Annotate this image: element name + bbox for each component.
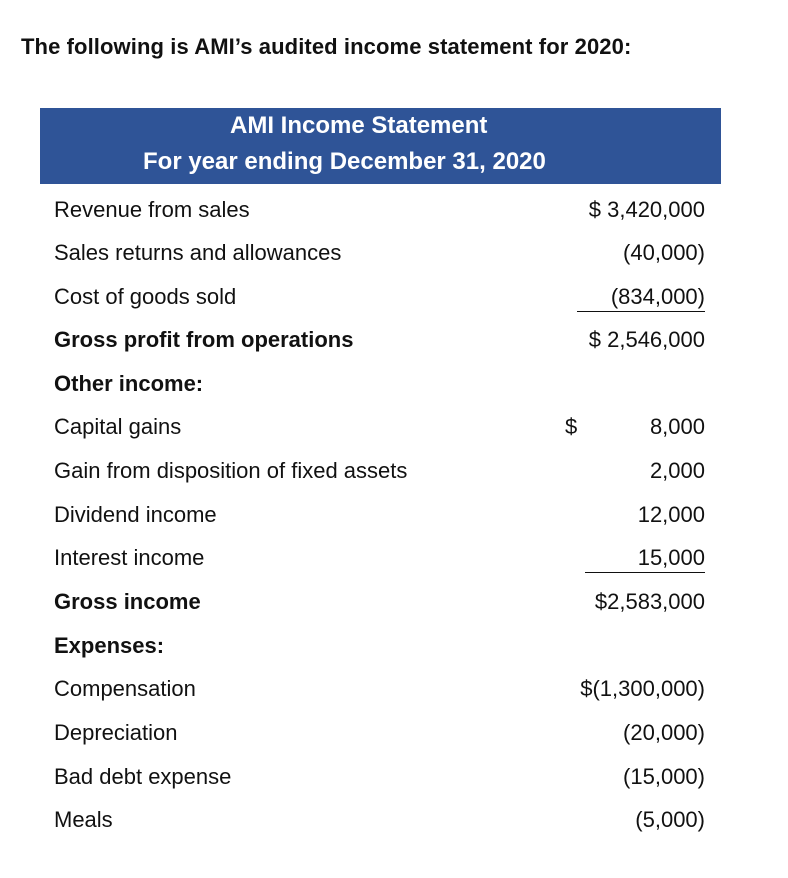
row-label: Dividend income [54, 502, 217, 527]
row-value: (5,000) [635, 807, 705, 832]
row-value: $(1,300,000) [580, 676, 705, 701]
table-row [0, 545, 788, 575]
table-row [0, 764, 788, 794]
row-label: Meals [54, 807, 113, 832]
row-value: 12,000 [637, 502, 705, 527]
row-value: (40,000) [623, 240, 705, 265]
statement-subtitle: For year ending December 31, 2020 [143, 148, 546, 175]
row-label: Capital gains [54, 414, 182, 439]
row-label: Gross profit from operations [54, 327, 354, 352]
table-row [0, 240, 788, 270]
row-label: Compensation [54, 676, 196, 701]
row-label: Revenue from sales [54, 197, 250, 222]
table-row [0, 284, 788, 314]
row-value: (15,000) [623, 764, 705, 789]
row-value: $ 3,420,000 [588, 197, 705, 222]
row-label: Sales returns and allowances [54, 240, 342, 265]
subtotal-underline [585, 572, 705, 573]
table-row [0, 807, 788, 837]
row-value: 8,000 [649, 414, 705, 439]
row-label: Gain from disposition of fixed assets [54, 458, 408, 483]
row-label: Bad debt expense [54, 764, 232, 789]
row-label: Expenses: [54, 633, 165, 658]
table-row [0, 197, 788, 227]
row-label: Gross income [54, 589, 201, 614]
intro-text: The following is AMI’s audited income statement for 2020: [21, 34, 632, 59]
row-label: Cost of goods sold [54, 284, 237, 309]
table-row [0, 414, 788, 444]
row-value: 2,000 [649, 458, 705, 483]
row-value: $ 2,546,000 [588, 327, 705, 352]
section-heading [0, 371, 788, 401]
section-heading [0, 633, 788, 663]
row-value: (20,000) [623, 720, 705, 745]
table-row [0, 327, 788, 357]
table-row [0, 676, 788, 706]
table-row [0, 589, 788, 619]
table-row [0, 720, 788, 750]
row-label: Depreciation [54, 720, 178, 745]
statement-header [40, 108, 721, 184]
table-row [0, 502, 788, 532]
row-label: Interest income [54, 545, 205, 570]
currency-symbol: $ [565, 414, 578, 439]
row-value: $2,583,000 [594, 589, 705, 614]
table-row [0, 458, 788, 488]
statement-title: AMI Income Statement [230, 112, 488, 139]
row-value: 15,000 [637, 545, 705, 570]
row-value: (834,000) [610, 284, 705, 309]
row-label: Other income: [54, 371, 204, 396]
subtotal-underline [577, 311, 705, 312]
